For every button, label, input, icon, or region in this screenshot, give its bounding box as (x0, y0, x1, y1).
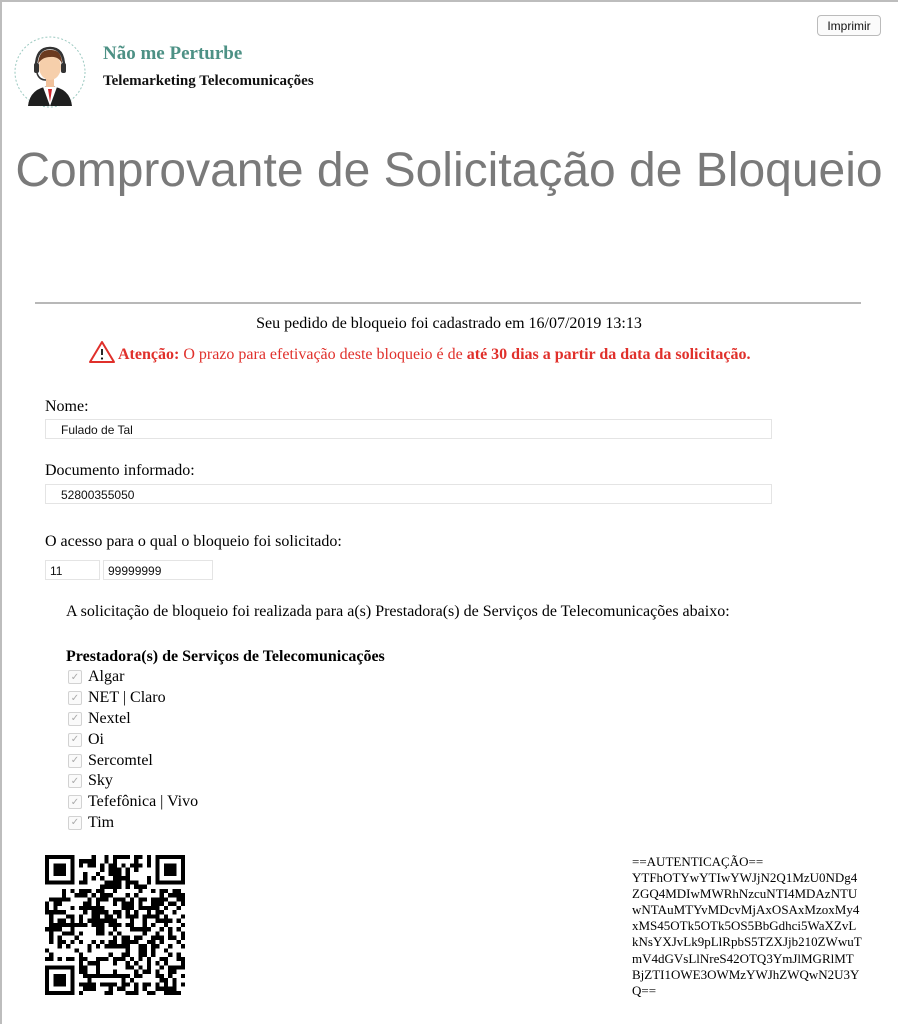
provider-label: NET | Claro (88, 689, 166, 707)
warning-label: Atenção: (118, 346, 180, 363)
provider-item (68, 813, 198, 834)
provider-item (68, 792, 198, 813)
provider-item (68, 688, 198, 709)
qr-code (45, 855, 185, 995)
name-label: Nome: (45, 398, 89, 415)
warning-emphasis: até 30 dias a partir da data da solicitação. (466, 346, 751, 363)
provider-label: Sky (88, 772, 113, 790)
provider-item (68, 771, 198, 792)
provider-checkbox[interactable]: ✓ (68, 754, 82, 768)
authentication-header: ==AUTENTICAÇÃO== (632, 854, 764, 869)
providers-heading: Prestadora(s) de Serviços de Telecomunicações (66, 648, 385, 665)
brand-subtitle: Telemarketing Telecomunicações (103, 73, 314, 89)
phone-field[interactable]: 99999999 (103, 560, 213, 580)
provider-label: Algar (88, 668, 125, 686)
ddd-field[interactable]: 11 (45, 560, 100, 580)
warning-text: O prazo para efetivação deste bloqueio é de (179, 346, 467, 363)
divider (35, 302, 861, 304)
name-field[interactable]: Fulado de Tal (45, 419, 772, 439)
provider-checkbox[interactable]: ✓ (68, 691, 82, 705)
document-label: Documento informado: (45, 462, 195, 479)
document-field[interactable]: 52800355050 (45, 484, 772, 504)
providers-list (68, 667, 198, 833)
provider-checkbox[interactable]: ✓ (68, 712, 82, 726)
provider-label: Tefefônica | Vivo (88, 793, 199, 811)
access-label: O acesso para o qual o bloqueio foi solicitado: (45, 533, 342, 550)
provider-checkbox[interactable]: ✓ (68, 795, 82, 809)
print-button[interactable]: Imprimir (817, 15, 881, 36)
deadline-warning (88, 340, 750, 364)
provider-item (68, 667, 198, 688)
provider-item (68, 709, 198, 730)
authentication-block (632, 854, 862, 999)
provider-checkbox[interactable]: ✓ (68, 670, 82, 684)
telemarketing-agent-logo (12, 36, 88, 108)
brand-name: Não me Perturbe (103, 43, 243, 64)
provider-label: Oi (88, 730, 104, 748)
provider-item (68, 750, 198, 771)
page-title: Comprovante de Solicitação de Bloqueio (15, 144, 883, 197)
provider-checkbox[interactable]: ✓ (68, 816, 82, 830)
provider-label: Nextel (88, 709, 131, 727)
provider-label: Sercomtel (88, 751, 153, 769)
providers-intro: A solicitação de bloqueio foi realizada para a(s) Prestadora(s) de Serviços de Telecomunicações abaixo: (66, 603, 730, 620)
authentication-code: YTFhOTYwYTIwYWJjN2Q1MzU0NDg4ZGQ4MDIwMWRhNzcuNTI4MDAzNTUwNTAuMTYvMDcvMjAxOSAxMzoxMy4xMS45OTk5OTk5OS5BbGdhci5WaXZvLkNsYXJvLk9pLlRpbS5TZXJjb210ZWwuTmV4dGVsLlNreS42OTQ3YmJlMGRlMTBjZTI1OWE3OWMzYWJhZWQwN2U3YQ== (632, 870, 862, 998)
provider-item (68, 729, 198, 750)
provider-label: Tim (88, 813, 115, 831)
provider-checkbox[interactable]: ✓ (68, 733, 82, 747)
warning-icon (88, 340, 116, 364)
registration-date-text: Seu pedido de bloqueio foi cadastrado em 16/07/2019 13:13 (256, 315, 642, 332)
provider-checkbox[interactable]: ✓ (68, 774, 82, 788)
